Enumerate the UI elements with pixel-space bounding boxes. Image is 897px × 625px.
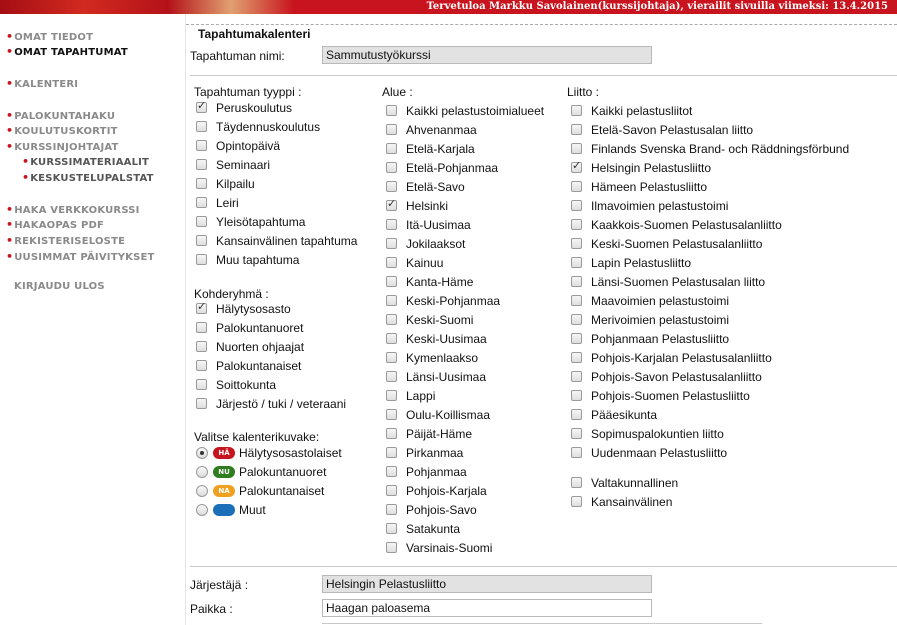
- bullet-icon: •: [22, 155, 30, 168]
- area-option[interactable]: [386, 481, 487, 500]
- area-label: Pohjois-Karjala: [406, 483, 487, 498]
- area-option[interactable]: [386, 424, 472, 443]
- bullet-icon: •: [6, 250, 14, 263]
- event-type-option[interactable]: [196, 136, 280, 155]
- target-group-option[interactable]: [196, 318, 303, 337]
- extra-league-label: Kansainvälinen: [591, 494, 673, 509]
- league-option[interactable]: [571, 291, 729, 310]
- league-option[interactable]: [571, 253, 691, 272]
- target-group-label: Palokuntanuoret: [216, 320, 304, 335]
- area-option[interactable]: [386, 519, 460, 538]
- area-option[interactable]: [386, 367, 486, 386]
- area-checkbox[interactable]: [386, 371, 397, 382]
- target-group-label: Nuorten ohjaajat: [216, 339, 305, 354]
- league-option[interactable]: [571, 234, 762, 253]
- target-group-option[interactable]: [196, 375, 276, 394]
- event-type-checkbox[interactable]: [196, 159, 207, 170]
- area-label: Etelä-Pohjanmaa: [406, 160, 499, 175]
- area-label: Lappi: [406, 388, 436, 403]
- area-label: Jokilaaksot: [406, 236, 466, 251]
- league-label: Lapin Pelastusliitto: [591, 255, 692, 270]
- target-group-title: Kohderyhmä :: [194, 287, 269, 301]
- calendar-icon-radio[interactable]: [196, 466, 208, 478]
- area-option[interactable]: [386, 500, 477, 519]
- nav-palokuntahaku[interactable]: •PALOKUNTAHAKU: [6, 109, 116, 122]
- league-label: Pohjanmaan Pelastusliitto: [591, 331, 730, 346]
- event-type-checkbox[interactable]: [196, 197, 207, 208]
- calendar-icon-radio[interactable]: [196, 504, 208, 516]
- area-option[interactable]: [386, 234, 465, 253]
- league-label: Helsingin Pelastusliitto: [591, 160, 712, 175]
- nav-logout[interactable]: KIRJAUDU ULOS: [14, 281, 105, 292]
- league-label: Kaikki pelastusliitot: [591, 103, 693, 118]
- league-option[interactable]: [571, 272, 765, 291]
- event-type-checkbox[interactable]: [196, 140, 207, 151]
- area-title: Alue :: [382, 85, 413, 99]
- calendar-badge-icon: [213, 504, 235, 516]
- area-option[interactable]: [386, 215, 471, 234]
- event-type-checkbox[interactable]: [196, 121, 207, 132]
- event-type-option[interactable]: [196, 193, 239, 212]
- area-checkbox[interactable]: [386, 238, 397, 249]
- area-option[interactable]: [386, 177, 465, 196]
- area-option[interactable]: [386, 196, 448, 215]
- area-label: Pirkanmaa: [406, 445, 464, 460]
- league-label: Finlands Svenska Brand- och Räddningsförbund: [591, 141, 850, 156]
- target-group-option[interactable]: [196, 337, 304, 356]
- league-option[interactable]: [571, 348, 772, 367]
- bullet-icon: •: [6, 45, 14, 58]
- league-label: Länsi-Suomen Pelastusalan liitto: [591, 274, 766, 289]
- event-type-checkbox[interactable]: [196, 254, 207, 265]
- league-checkbox[interactable]: [571, 371, 582, 382]
- area-checkbox[interactable]: [386, 523, 397, 534]
- league-checkbox[interactable]: [571, 390, 582, 401]
- calendar-icon-radio[interactable]: [196, 485, 208, 497]
- calendar-icon-option[interactable]: [196, 443, 342, 462]
- area-checkbox[interactable]: [386, 143, 397, 154]
- area-checkbox[interactable]: [386, 276, 397, 287]
- area-option[interactable]: [386, 386, 435, 405]
- area-checkbox[interactable]: [386, 219, 397, 230]
- target-group-option[interactable]: [196, 299, 291, 318]
- area-checkbox[interactable]: [386, 390, 397, 401]
- league-checkbox[interactable]: [571, 105, 582, 116]
- sidebar-nav: [0, 14, 182, 625]
- event-type-checkbox[interactable]: [196, 178, 207, 189]
- league-checkbox[interactable]: [571, 143, 582, 154]
- event-type-label: Leiri: [216, 195, 239, 210]
- league-checkbox[interactable]: [571, 219, 582, 230]
- area-checkbox[interactable]: [386, 200, 397, 211]
- calendar-icon-label: Palokuntanuoret: [239, 464, 327, 479]
- area-checkbox[interactable]: [386, 485, 397, 496]
- area-label: Kanta-Häme: [406, 274, 474, 289]
- league-label: Ilmavoimien pelastustoimi: [591, 198, 729, 213]
- area-checkbox[interactable]: [386, 466, 397, 477]
- area-label: Ahvenanmaa: [406, 122, 477, 137]
- area-label: Keski-Pohjanmaa: [406, 293, 501, 308]
- league-label: Pohjois-Karjalan Pelastusalanliitto: [591, 350, 772, 365]
- event-type-label: Muu tapahtuma: [216, 252, 300, 267]
- nav-kurssinjohtajat[interactable]: •KURSSINJOHTAJAT: [6, 140, 119, 153]
- event-type-label: Yleisötapahtuma: [216, 214, 306, 229]
- area-checkbox[interactable]: [386, 428, 397, 439]
- league-option[interactable]: [571, 139, 849, 158]
- calendar-icon-label: Palokuntanaiset: [239, 483, 325, 498]
- target-group-label: Hälytysosasto: [216, 301, 291, 316]
- area-label: Kymenlaakso: [406, 350, 479, 365]
- nav-hakaopas-pdf[interactable]: •HAKAOPAS PDF: [6, 218, 105, 231]
- bullet-icon: •: [6, 203, 14, 216]
- league-option[interactable]: [571, 367, 762, 386]
- area-label: Keski-Suomi: [406, 312, 474, 327]
- top-banner: [0, 0, 897, 14]
- league-option[interactable]: [571, 329, 729, 348]
- area-checkbox[interactable]: [386, 314, 397, 325]
- target-group-checkbox[interactable]: [196, 322, 207, 333]
- league-option[interactable]: [571, 215, 782, 234]
- bullet-icon: •: [22, 171, 30, 184]
- calendar-icon-title: Valitse kalenterikuvake:: [194, 430, 320, 444]
- league-label: Uudenmaan Pelastusliitto: [591, 445, 728, 460]
- league-option[interactable]: [571, 120, 753, 139]
- league-checkbox[interactable]: [571, 257, 582, 268]
- league-label: Merivoimien pelastustoimi: [591, 312, 730, 327]
- event-type-label: Opintopäivä: [216, 138, 281, 153]
- nav-haka-verkkokurssi[interactable]: •HAKA VERKKOKURSSI: [6, 203, 140, 216]
- area-label: Itä-Uusimaa: [406, 217, 471, 232]
- divider-top: [190, 75, 897, 76]
- area-option[interactable]: [386, 272, 473, 291]
- area-label: Pohjois-Savo: [406, 502, 477, 517]
- place-label: Paikka :: [190, 602, 233, 616]
- league-checkbox[interactable]: [571, 333, 582, 344]
- target-group-checkbox[interactable]: [196, 341, 207, 352]
- league-label: Kaakkois-Suomen Pelastusalanliitto: [591, 217, 782, 232]
- area-option[interactable]: [386, 253, 443, 272]
- calendar-icon-label: Muut: [239, 502, 266, 517]
- area-checkbox[interactable]: [386, 257, 397, 268]
- calendar-icon-option[interactable]: [196, 462, 326, 481]
- league-label: Pohjois-Suomen Pelastusliitto: [591, 388, 750, 403]
- area-option[interactable]: [386, 310, 473, 329]
- area-label: Helsinki: [406, 198, 449, 213]
- league-option[interactable]: [571, 386, 750, 405]
- league-checkbox[interactable]: [571, 409, 582, 420]
- area-option[interactable]: [386, 101, 544, 120]
- league-label: Pohjois-Savon Pelastusalanliitto: [591, 369, 762, 384]
- event-type-label: Täydennuskoulutus: [216, 119, 321, 134]
- league-option[interactable]: [571, 158, 711, 177]
- target-group-label: Soittokunta: [216, 377, 277, 392]
- area-checkbox[interactable]: [386, 295, 397, 306]
- banner-artwork: [0, 0, 420, 14]
- league-checkbox[interactable]: [571, 428, 582, 439]
- area-option[interactable]: [386, 538, 492, 557]
- league-checkbox[interactable]: [571, 124, 582, 135]
- league-checkbox[interactable]: [571, 447, 582, 458]
- event-type-label: Seminaari: [216, 157, 271, 172]
- nav-kalenteri[interactable]: •KALENTERI: [6, 77, 79, 90]
- area-label: Oulu-Koillismaa: [406, 407, 491, 422]
- extra-league-checkbox[interactable]: [571, 477, 582, 488]
- extra-league-option[interactable]: [571, 473, 678, 492]
- calendar-icon-option[interactable]: [196, 481, 324, 500]
- nav-omat-tiedot[interactable]: •OMAT TIEDOT: [6, 30, 94, 43]
- calendar-icon-radio[interactable]: [196, 447, 208, 459]
- league-checkbox[interactable]: [571, 295, 582, 306]
- bullet-icon: •: [6, 124, 14, 137]
- target-group-checkbox[interactable]: [196, 360, 207, 371]
- bullet-icon: •: [6, 218, 14, 231]
- area-option[interactable]: [386, 443, 463, 462]
- league-label: Sopimuspalokuntien liitto: [591, 426, 724, 441]
- area-option[interactable]: [386, 291, 500, 310]
- event-type-title: Tapahtuman tyyppi :: [194, 85, 302, 99]
- event-type-option[interactable]: [196, 174, 255, 193]
- league-checkbox[interactable]: [571, 276, 582, 287]
- area-option[interactable]: [386, 329, 487, 348]
- league-option[interactable]: [571, 443, 727, 462]
- league-checkbox[interactable]: [571, 238, 582, 249]
- league-option[interactable]: [571, 177, 707, 196]
- area-option[interactable]: [386, 139, 475, 158]
- league-label: Etelä-Savon Pelastusalan liitto: [591, 122, 754, 137]
- target-group-checkbox[interactable]: [196, 379, 207, 390]
- calendar-icon-option[interactable]: [196, 500, 266, 519]
- event-type-label: Peruskoulutus: [216, 100, 293, 115]
- area-option[interactable]: [386, 405, 490, 424]
- bullet-icon: •: [6, 140, 14, 153]
- area-checkbox[interactable]: [386, 333, 397, 344]
- organizer-label: Järjestäjä :: [190, 578, 249, 592]
- area-label: Keski-Uusimaa: [406, 331, 487, 346]
- event-type-checkbox[interactable]: [196, 216, 207, 227]
- area-checkbox[interactable]: [386, 105, 397, 116]
- calendar-badge-icon: NU: [213, 466, 235, 478]
- calendar-badge-icon: NA: [213, 485, 235, 497]
- league-label: Hämeen Pelastusliitto: [591, 179, 708, 194]
- area-label: Länsi-Uusimaa: [406, 369, 487, 384]
- area-label: Kaikki pelastustoimialueet: [406, 103, 545, 118]
- nav-koulutuskortit[interactable]: •KOULUTUSKORTIT: [6, 124, 118, 137]
- league-label: Keski-Suomen Pelastusalanliitto: [591, 236, 763, 251]
- bullet-icon: •: [6, 109, 14, 122]
- area-checkbox[interactable]: [386, 162, 397, 173]
- area-label: Kainuu: [406, 255, 444, 270]
- bullet-icon: •: [6, 234, 14, 247]
- event-name-input[interactable]: [322, 46, 652, 64]
- league-label: Pääesikunta: [591, 407, 658, 422]
- area-label: Satakunta: [406, 521, 461, 536]
- league-checkbox[interactable]: [571, 162, 582, 173]
- extra-league-option[interactable]: [571, 492, 672, 511]
- area-option[interactable]: [386, 120, 477, 139]
- league-checkbox[interactable]: [571, 200, 582, 211]
- area-option[interactable]: [386, 348, 478, 367]
- league-option[interactable]: [571, 310, 729, 329]
- nav-omat-tapahtumat[interactable]: •OMAT TAPAHTUMAT: [6, 45, 128, 58]
- nav-uusimmat-paivitykset[interactable]: •UUSIMMAT PÄIVITYKSET: [6, 250, 155, 263]
- area-checkbox[interactable]: [386, 447, 397, 458]
- area-label: Pohjanmaa: [406, 464, 467, 479]
- event-type-checkbox[interactable]: [196, 235, 207, 246]
- area-checkbox[interactable]: [386, 504, 397, 515]
- area-checkbox[interactable]: [386, 352, 397, 363]
- event-type-label: Kilpailu: [216, 176, 255, 191]
- league-option[interactable]: [571, 101, 692, 120]
- event-type-label: Kansainvälinen tapahtuma: [216, 233, 358, 248]
- event-type-option[interactable]: [196, 231, 357, 250]
- area-option[interactable]: [386, 158, 498, 177]
- nav-kurssimateriaalit[interactable]: •KURSSIMATERIAALIT: [22, 155, 150, 168]
- area-checkbox[interactable]: [386, 124, 397, 135]
- event-type-option[interactable]: [196, 250, 299, 269]
- bullet-icon: •: [6, 30, 14, 43]
- league-option[interactable]: [571, 405, 657, 424]
- area-label: Varsinais-Suomi: [406, 540, 493, 555]
- area-label: Etelä-Karjala: [406, 141, 475, 156]
- target-group-label: Palokuntanaiset: [216, 358, 302, 373]
- calendar-icon-label: Hälytysosastolaiset: [239, 445, 342, 460]
- league-option[interactable]: [571, 196, 728, 215]
- league-checkbox[interactable]: [571, 314, 582, 325]
- calendar-badge-icon: HÄ: [213, 447, 235, 459]
- league-label: Maavoimien pelastustoimi: [591, 293, 730, 308]
- place-input[interactable]: [322, 599, 652, 617]
- league-option[interactable]: [571, 424, 724, 443]
- organizer-input[interactable]: [322, 575, 652, 593]
- divider-next-field: [322, 623, 762, 624]
- event-type-option[interactable]: [196, 155, 270, 174]
- target-group-option[interactable]: [196, 394, 346, 413]
- event-type-checkbox[interactable]: [196, 102, 207, 113]
- event-type-option[interactable]: [196, 98, 292, 117]
- league-title: Liitto :: [567, 85, 600, 99]
- bullet-icon: •: [6, 77, 14, 90]
- league-checkbox[interactable]: [571, 181, 582, 192]
- event-name-label: Tapahtuman nimi:: [190, 49, 285, 63]
- divider-bottom: [190, 566, 897, 567]
- area-checkbox[interactable]: [386, 409, 397, 420]
- event-type-option[interactable]: [196, 212, 305, 231]
- extra-league-label: Valtakunnallinen: [591, 475, 679, 490]
- extra-league-checkbox[interactable]: [571, 496, 582, 507]
- area-checkbox[interactable]: [386, 542, 397, 553]
- target-group-checkbox[interactable]: [196, 303, 207, 314]
- welcome-message: Tervetuloa Markku Savolainen(kurssijohtaja), vierailit sivuilla viimeksi: 13.4.2015: [426, 1, 888, 12]
- nav-keskustelupalstat[interactable]: •KESKUSTELUPALSTAT: [22, 171, 154, 184]
- section-title: Tapahtumakalenteri: [198, 27, 311, 41]
- league-checkbox[interactable]: [571, 352, 582, 363]
- area-option[interactable]: [386, 462, 467, 481]
- event-type-option[interactable]: [196, 117, 320, 136]
- nav-rekisteriseloste[interactable]: •REKISTERISELOSTE: [6, 234, 126, 247]
- target-group-option[interactable]: [196, 356, 301, 375]
- main-content: [186, 14, 897, 625]
- area-checkbox[interactable]: [386, 181, 397, 192]
- area-label: Etelä-Savo: [406, 179, 465, 194]
- area-label: Päijät-Häme: [406, 426, 473, 441]
- target-group-label: Järjestö / tuki / veteraani: [216, 396, 347, 411]
- target-group-checkbox[interactable]: [196, 398, 207, 409]
